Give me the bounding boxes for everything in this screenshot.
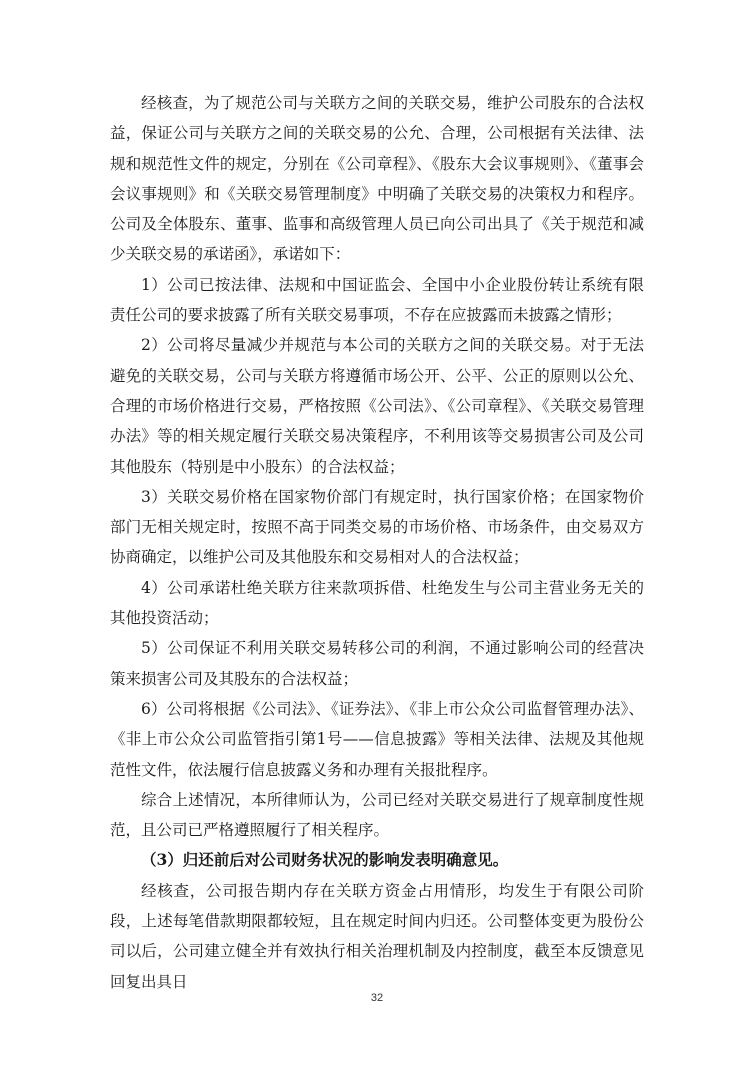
- paragraph-commitment-3: 3）关联交易价格在国家物价部门有规定时，执行国家价格；在国家物价部门无相关规定时，按照不高于同类交易的市场价格、市场条件，由交易双方协商确定，以维护公司及其他股东和交易相对人的合法权益；: [110, 487, 644, 567]
- section-heading: （3）归还前后对公司财务状况的影响发表明确意见。: [141, 850, 509, 870]
- paragraph-commitment-5: 5）公司保证不利用关联交易转移公司的利润，不通过影响公司的经营决策来损害公司及其股东的合法权益；: [110, 639, 644, 688]
- document-body: [110, 88, 644, 997]
- paragraph-commitment-1: 1）公司已按法律、法规和中国证监会、全国中小企业股份转让系统有限责任公司的要求披露了所有关联交易事项，不存在应披露而未披露之情形；: [110, 275, 644, 325]
- paragraph-verification-intro: 经核查，为了规范公司与关联方之间的关联交易，维护公司股东的合法权益，保证公司与关联方之间的关联交易的公允、合理，公司根据有关法律、法规和规范性文件的规定，分别在《公司章程》、《股东大会议事规则》、《董事会会议事规则》和《关联交易管理制度》中明确了关联交易的决策权力和程序。公司及全体股东、董事、监事和高级管理人员已向公司出具了《关于规范和减少关联交易的承诺函》，承诺如下：: [110, 94, 644, 264]
- paragraph-commitment-6: 6）公司将根据《公司法》、《证券法》、《非上市公众公司监督管理办法》、《非上市公众公司监管指引第1号——信息披露》等相关法律、法规及其他规范性文件，依法履行信息披露义务和办理有关报批程序。: [110, 699, 644, 779]
- paragraph-commitment-4: 4）公司承诺杜绝关联方往来款项拆借、杜绝发生与公司主营业务无关的其他投资活动；: [110, 578, 644, 628]
- paragraph-conclusion: 综合上述情况，本所律师认为，公司已经对关联交易进行了规章制度性规范，且公司已严格遵照履行了相关程序。: [110, 790, 644, 840]
- paragraph-commitment-2: 2）公司将尽量减少并规范与本公司的关联方之间的关联交易。对于无法避免的关联交易，公司与关联方将遵循市场公开、公平、公正的原则以公允、合理的市场价格进行交易，严格按照《公司法》、《公司章程》、《关联交易管理办法》等的相关规定履行关联交易决策程序，不利用该等交易损害公司及公司其他股东（特别是中小股东）的合法权益；: [110, 336, 644, 476]
- paragraph-fund-occupation: 经核查，公司报告期内存在关联方资金占用情形，均发生于有限公司阶段，上述每笔借款期限都较短，且在规定时间内归还。公司整体变更为股份公司以后，公司建立健全并有效执行相关治理机制及内控制度，截至本反馈意见回复出具日: [110, 881, 644, 991]
- page-number: 32: [370, 992, 384, 1004]
